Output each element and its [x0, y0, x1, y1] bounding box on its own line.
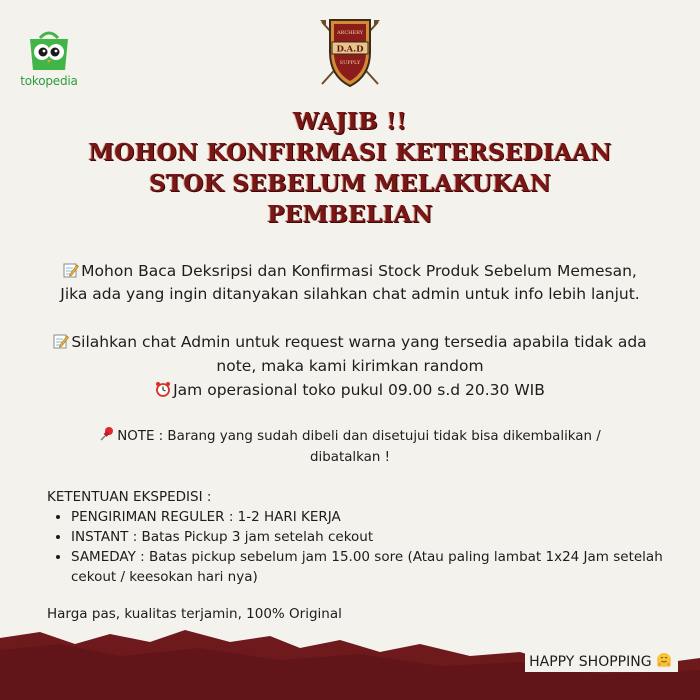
hugging-face-icon	[656, 652, 672, 668]
note-paragraph	[0, 426, 700, 468]
expedition-rules	[47, 487, 667, 587]
operating-hours-text: Jam operasional toko pukul 09.00 s.d 20.30 WIB	[173, 381, 545, 399]
headline	[0, 106, 700, 230]
color-request-line-2: note, maka kami kirimkan random	[216, 357, 484, 375]
description-line-2: Jika ada yang ingin ditanyakan silahkan chat admin untuk info lebih lanjut.	[60, 285, 640, 303]
note-line-2: dibatalkan !	[310, 450, 390, 465]
list-item: • SAMEDAY : Batas pickup sebelum jam 15.00 sore (Atau paling lambat 1x24 Jam setelah cekout / keesokan hari nya)	[71, 547, 667, 587]
happy-shopping-label	[525, 650, 678, 672]
note-line-1: NOTE : Barang yang sudah dibeli dan disetujui tidak bisa dikembalikan /	[117, 429, 601, 444]
headline-line-3: STOK SEBELUM MELAKUKAN	[148, 170, 552, 197]
description-paragraph	[0, 260, 700, 306]
color-request-line-1: Silahkan chat Admin untuk request warna yang tersedia apabila tidak ada	[71, 333, 647, 351]
description-line-1: Mohon Baca Deksripsi dan Konfirmasi Stock Produk Sebelum Memesan,	[81, 262, 637, 280]
tagline: Harga pas, kualitas terjamin, 100% Original	[47, 606, 342, 622]
pushpin-icon	[99, 426, 115, 442]
alarm-clock-icon	[155, 381, 171, 397]
headline-line-4: PEMBELIAN	[267, 201, 433, 228]
tokopedia-wordmark: tokopedia	[20, 74, 78, 88]
svg-text:D.A.D: D.A.D	[336, 44, 364, 55]
tokopedia-logo	[14, 30, 84, 90]
expedition-list	[47, 507, 667, 587]
tokopedia-owl-bag-icon	[22, 30, 76, 72]
memo-icon	[63, 262, 79, 278]
svg-text:ARCHERY: ARCHERY	[336, 30, 364, 36]
memo-icon	[53, 333, 69, 349]
svg-text:SUPPLY: SUPPLY	[339, 60, 361, 66]
headline-line-2: MOHON KONFIRMASI KETERSEDIAAN	[88, 139, 612, 166]
list-item: • INSTANT : Batas Pickup 3 jam setelah cekout	[71, 527, 667, 547]
happy-shopping-text: HAPPY SHOPPING	[529, 654, 652, 670]
color-request-paragraph	[0, 330, 700, 402]
headline-line-1: WAJIB !!	[293, 108, 407, 135]
list-item: • PENGIRIMAN REGULER : 1-2 HARI KERJA	[71, 507, 667, 527]
expedition-heading: KETENTUAN EKSPEDISI :	[47, 489, 212, 505]
dad-archery-crest-logo	[318, 12, 382, 92]
